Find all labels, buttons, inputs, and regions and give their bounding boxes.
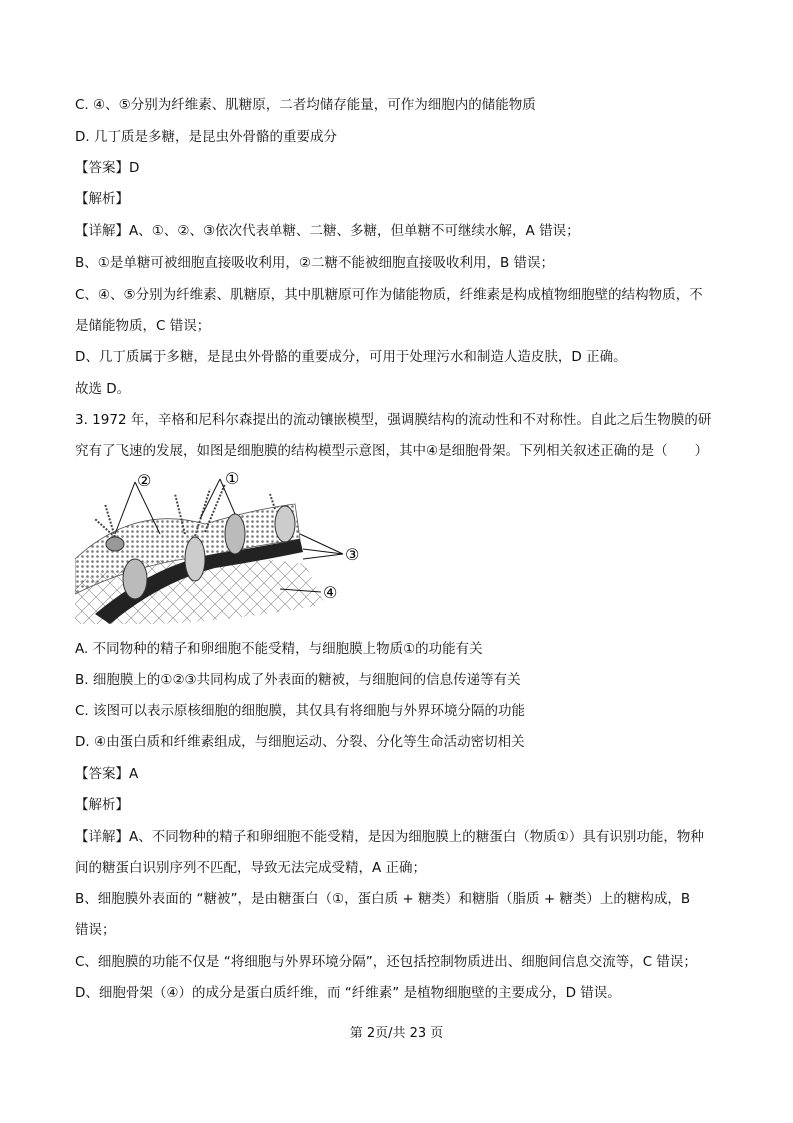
analysis-label-2: 【解析】 [75,797,129,813]
question-3-line2: 究有了飞速的发展，如图是细胞膜的结构模型示意图，其中④是细胞骨架。下列相关叙述正确的是（ ） [75,443,709,459]
line-d-option: D. 几丁质是多糖，是昆虫外骨骼的重要成分 [75,129,337,145]
option-a: A. 不同物种的精子和卵细胞不能受精，与细胞膜上物质①的功能有关 [75,641,483,657]
choose-d: 故选 D。 [75,381,131,397]
membrane-diagram [75,464,375,624]
protein [225,514,245,554]
detail2-b-cont: 错误； [75,922,116,938]
label-4: ④ [323,583,338,602]
detail-d: D、几丁质属于多糖，是昆虫外骨骼的重要成分，可用于处理污水和制造人造皮肤，D 正确。 [75,349,627,365]
detail-a: 【详解】A、①、②、③依次代表单糖、二糖、多糖，但单糖不可继续水解，A 错误； [75,223,580,239]
label-2: ② [137,471,152,490]
label-3: ③ [345,545,360,564]
detail2-a-cont: 间的糖蛋白识别序列不匹配，导致无法完成受精，A 正确； [75,860,427,876]
page-footer: 第 2页/共 23 页 [349,1026,444,1041]
detail2-c: C、细胞膜的功能不仅是 “将细胞与外界环境分隔”，还包括控制物质进出、细胞间信息交流等，C 错误； [75,954,697,970]
line-c-option: C. ④、⑤分别为纤维素、肌糖原，二者均储存能量，可作为细胞内的储能物质 [75,97,536,113]
question-3-line1: 3. 1972 年，辛格和尼科尔森提出的流动镶嵌模型，强调膜结构的流动性和不对称性。自此之后生物膜的研 [75,412,712,428]
analysis-label: 【解析】 [75,191,129,207]
detail-c: C、④、⑤分别为纤维素、肌糖原，其中肌糖原可作为储能物质，纤维素是构成植物细胞壁的结构物质，不 [75,287,703,303]
answer-label: 【答案】D [75,160,140,176]
answer-label-2: 【答案】A [75,766,139,782]
option-c: C. 该图可以表示原核细胞的细胞膜，其仅具有将细胞与外界环境分隔的功能 [75,703,526,719]
protein [275,506,295,542]
label-1: ① [225,469,240,488]
protein [123,559,147,599]
detail-b: B、①是单糖可被细胞直接吸收利用，②二糖不能被细胞直接吸收利用，B 错误； [75,255,555,271]
detail2-b: B、细胞膜外表面的 “糖被”，是由糖蛋白（①，蛋白质 + 糖类）和糖脂（脂质 + 糖类）上的糖构成，B [75,891,691,907]
option-d: D. ④由蛋白质和纤维素组成，与细胞运动、分裂、分化等生命活动密切相关 [75,734,525,750]
option-b: B. 细胞膜上的①②③共同构成了外表面的糖被，与细胞间的信息传递等有关 [75,672,521,688]
protein [106,537,124,551]
protein [185,537,205,581]
detail2-a: 【详解】A、不同物种的精子和卵细胞不能受精，是因为细胞膜上的糖蛋白（物质①）具有识别功能，物种 [75,829,704,845]
detail2-d: D、细胞骨架（④）的成分是蛋白质纤维，而 “纤维素” 是植物细胞壁的主要成分，D 错误。 [75,985,621,1001]
detail-c-cont: 是储能物质，C 错误； [75,318,211,334]
